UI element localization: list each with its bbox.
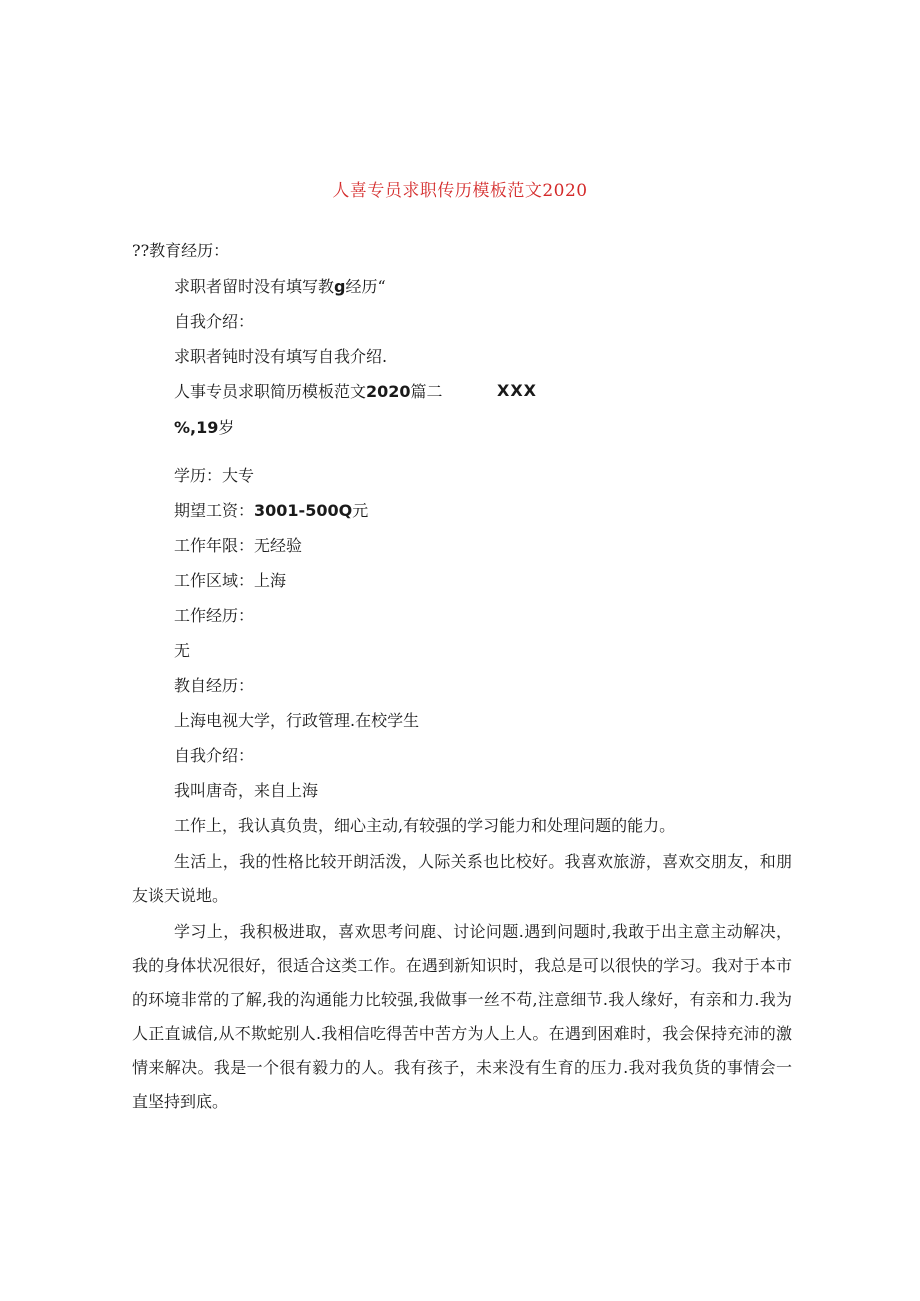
salary-label: 期望工资： xyxy=(174,501,255,520)
work-region: 工作区域：上海 xyxy=(174,571,287,590)
education-level: 学历：大专 xyxy=(174,466,255,485)
age-line xyxy=(174,417,234,439)
intro-heading-2: 自我介绍： xyxy=(174,746,255,765)
education-text-part-a: 求职者留时没有填写教 xyxy=(174,277,335,296)
age-prefix: %,19 xyxy=(174,418,219,437)
paragraph-work: 工作上，我认真负贵，细心主动,有较强的学习能力和处理问题的能力。 xyxy=(174,816,676,835)
education-placeholder-text xyxy=(174,276,386,298)
intro-text-1: 求职者钝时没有填写自我介绍. xyxy=(174,347,388,366)
age-suffix: 岁 xyxy=(218,418,235,437)
edu-history-value: 上海电视大学，行政管理.在校学生 xyxy=(174,711,420,730)
candidate-name: XXX xyxy=(497,381,538,400)
paragraph-study: 学习上，我积极进取，喜欢思考问鹿、讨论问题.遇到问题时,我敢于出主意主动解决，我的身体状况很好，很适合这类工作。在遇到新知识时，我总是可以很快的学习。我对于本市的环境非常的了解,我的沟通能力比较强,我做事一丝不苟,注意细节.我人缘好，有亲和力.我为人正直诚信,从不欺蛇别人.我相信吃得苦中苦方为人上人。在遇到困难时，我会保持充沛的激情来解决。我是一个很有毅力的人。我有孩子，未来没有生育的压力.我对我负货的事情会一直坚持到底。 xyxy=(132,922,792,1111)
education-text-part-b: g xyxy=(334,277,346,296)
section2-title-part-c: 篇二 xyxy=(410,382,443,401)
salary-value: 3001-500Q xyxy=(254,501,353,520)
intro-heading-1: 自我介绍： xyxy=(174,312,255,331)
intro-name-line: 我叫唐奇，来自上海 xyxy=(174,781,319,800)
document-title: 人喜专员求职传历模板范文2020 xyxy=(332,181,588,201)
section2-title xyxy=(174,381,443,403)
work-history-value: 无 xyxy=(174,641,191,660)
section2-title-year: 2020 xyxy=(366,382,411,401)
paragraph-life: 生活上，我的性格比较开朗活泼，人际关系也比校好。我喜欢旅游，喜欢交朋友，和朋友谈天说地。 xyxy=(132,852,792,905)
education-heading: ??教育经历： xyxy=(132,241,230,260)
salary-unit: 元 xyxy=(352,501,369,520)
work-years: 工作年限：无经验 xyxy=(174,536,303,555)
education-text-part-c: 经历“ xyxy=(345,277,386,296)
section2-title-part-a: 人事专员求职简历模板范文 xyxy=(174,382,367,401)
edu-history-heading: 教自经历： xyxy=(174,676,255,695)
work-history-heading: 工作经历： xyxy=(174,606,255,625)
salary-line xyxy=(174,500,368,522)
